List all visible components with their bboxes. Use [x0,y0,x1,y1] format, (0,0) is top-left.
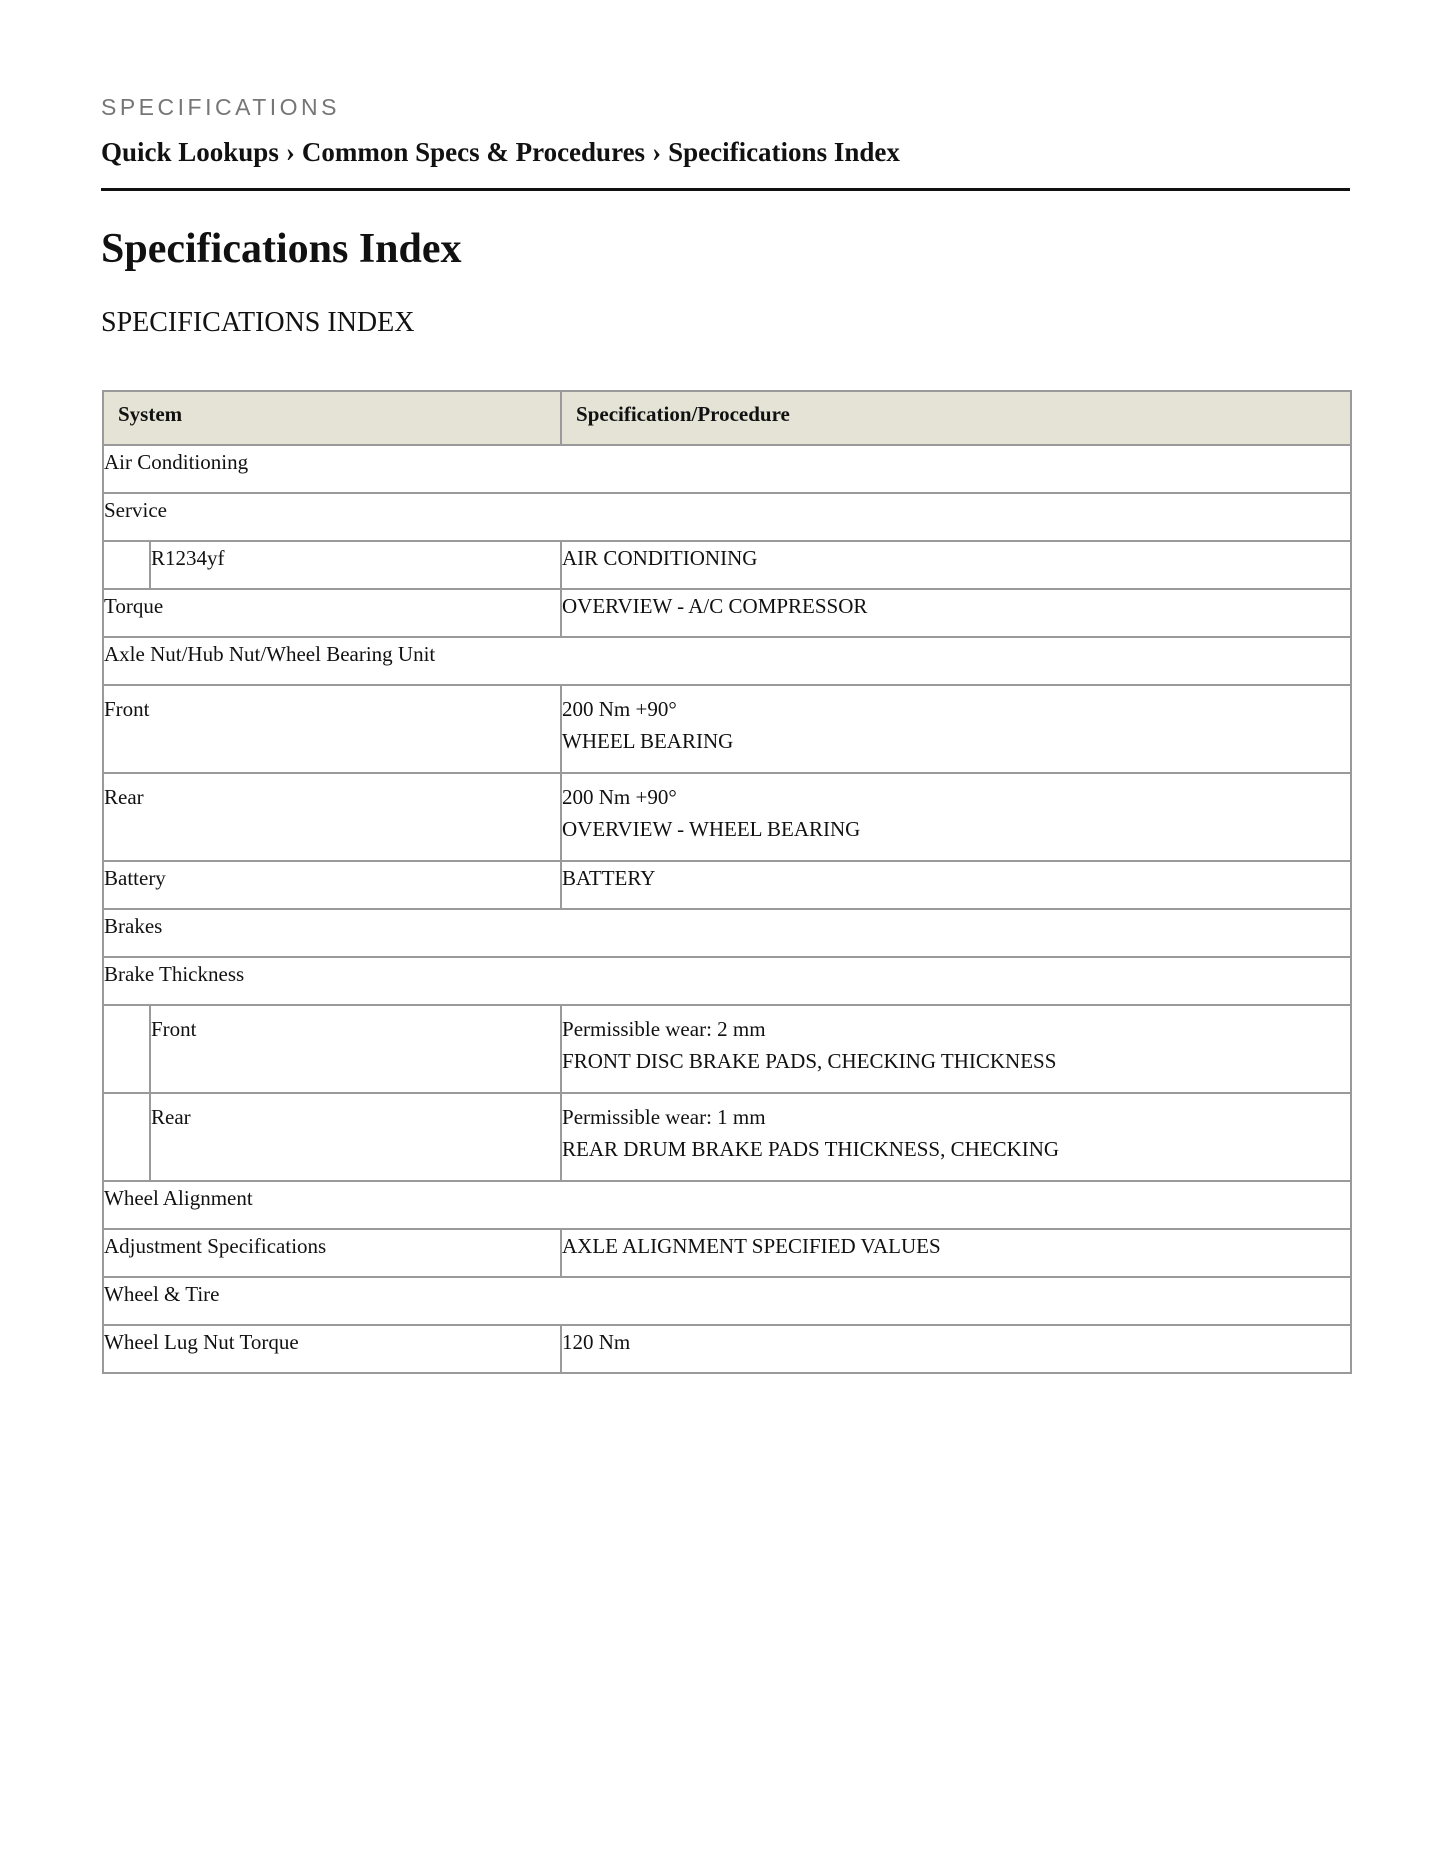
spec-cell [561,1093,1351,1181]
indent-cell [103,1005,150,1093]
table-row [103,445,1351,493]
table-row [103,1325,1351,1373]
spec-cell [561,1325,1351,1373]
system-cell: R1234yf [150,541,561,589]
breadcrumb-separator: › [652,137,662,167]
breadcrumb-separator: › [285,137,295,167]
table-row [103,957,1351,1005]
table-row [103,1181,1351,1229]
breadcrumb-item-quick-lookups[interactable]: Quick Lookups [101,137,279,167]
spec-cell [561,685,1351,773]
spec-value: 120 Nm [562,1330,631,1354]
spec-value: 200 Nm +90° [562,697,677,721]
table-row [103,637,1351,685]
table-row [103,1277,1351,1325]
specifications-table [102,390,1352,1374]
page-subtitle: SPECIFICATIONS INDEX [101,307,415,338]
spec-cell [561,1005,1351,1093]
indent-cell [103,1093,150,1181]
table-row [103,589,1351,637]
spec-cell [561,773,1351,861]
spec-cell [561,589,1351,637]
system-cell: Front [150,1005,561,1093]
table-row [103,685,1351,773]
spec-procedure-link[interactable]: OVERVIEW - WHEEL BEARING [562,817,861,841]
table-row [103,909,1351,957]
table-row [103,861,1351,909]
subsection-row-label: Service [103,493,1351,541]
table-row [103,1005,1351,1093]
breadcrumb [101,137,1351,168]
table-row [103,1093,1351,1181]
system-cell: Rear [150,1093,561,1181]
breadcrumb-item-current: Specifications Index [668,137,900,167]
section-row-label: Air Conditioning [103,445,1351,493]
table-row [103,1229,1351,1277]
system-cell: Adjustment Specifications [103,1229,561,1277]
subsection-row-label: Brake Thickness [103,957,1351,1005]
spec-procedure-link[interactable]: OVERVIEW - A/C COMPRESSOR [562,594,868,618]
column-header-system: System [103,391,561,445]
spec-cell [561,861,1351,909]
system-cell: Front [103,685,561,773]
spec-procedure-link[interactable]: BATTERY [562,866,656,890]
system-cell: Battery [103,861,561,909]
system-cell: Wheel Lug Nut Torque [103,1325,561,1373]
section-row-label: Wheel & Tire [103,1277,1351,1325]
section-row-label: Wheel Alignment [103,1181,1351,1229]
spec-value: Permissible wear: 2 mm [562,1017,766,1041]
spec-procedure-link[interactable]: AXLE ALIGNMENT SPECIFIED VALUES [562,1234,941,1258]
spec-procedure-link[interactable]: REAR DRUM BRAKE PADS THICKNESS, CHECKING [562,1137,1060,1161]
table-row [103,541,1351,589]
page-title: Specifications Index [101,226,462,272]
system-cell: Torque [103,589,561,637]
spec-procedure-link[interactable]: FRONT DISC BRAKE PADS, CHECKING THICKNESS [562,1049,1057,1073]
spec-procedure-link[interactable]: WHEEL BEARING [562,729,734,753]
header-divider [101,188,1350,191]
section-row-label: Axle Nut/Hub Nut/Wheel Bearing Unit [103,637,1351,685]
table-header-row [103,391,1351,445]
section-row-label: Brakes [103,909,1351,957]
spec-cell [561,1229,1351,1277]
indent-cell [103,541,150,589]
table-row [103,493,1351,541]
breadcrumb-item-common-specs[interactable]: Common Specs & Procedures [301,137,646,167]
spec-value: Permissible wear: 1 mm [562,1105,766,1129]
column-header-specification: Specification/Procedure [561,391,1351,445]
spec-procedure-link[interactable]: AIR CONDITIONING [562,546,758,570]
section-kicker: SPECIFICATIONS [101,94,340,120]
system-cell: Rear [103,773,561,861]
spec-value: 200 Nm +90° [562,785,677,809]
table-row [103,773,1351,861]
spec-cell [561,541,1351,589]
